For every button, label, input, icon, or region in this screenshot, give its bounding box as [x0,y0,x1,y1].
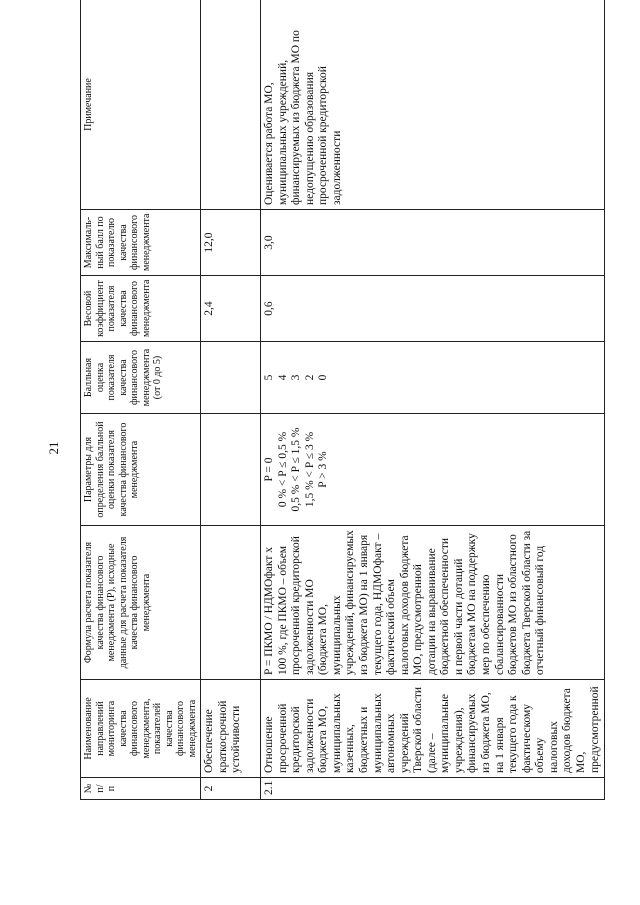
score-value: 4 [276,374,289,381]
score-value: 3 [290,374,303,381]
quality-indicators-table [80,0,605,800]
header-row [81,0,201,800]
param-line: 0,5 % < P ≤ 1,5 % [290,427,303,512]
row2-score [201,342,261,414]
row21-weight: 0,6 [261,276,605,342]
header-note: Примечание [81,0,201,210]
row2-formula [201,526,261,680]
header-max: Максималь-ный балл по показателю качества финансового менеджмента [81,210,201,276]
param-line: 0 % < P ≤ 0,5 % [276,431,289,508]
param-line: P > 3 % [317,451,330,488]
row2-weight: 2,4 [201,276,261,342]
page-number: 21 [46,441,61,455]
table-row-2 [201,0,261,800]
row2-num: 2 [201,778,261,800]
header-params: Параметры для определения балльной оценки показателя качества финансового менеджмента [81,414,201,526]
row21-formula: P = ПКМО / НДМОфакт x 100 %, где ПКМО – объем просроченной кредиторской задолженности МО (бюджета МО, муниципальных учреждений, финансируемых из бюджета МО) на 1 января текущего года, НДМОфакт – фактический объем налоговых доходов бюджета МО, предусмотренной дотации на выравнивание бюджетной обеспеченности и первой части дотаций бюджетам МО на поддержку мер по обеспечению сбалансированности бюджетов МО из областного бюджета Тверской области за отчетный финансовый год [261,526,605,680]
rotated-table-wrapper [80,0,601,800]
row2-direction: Обеспечение краткосрочной устойчивости [201,680,261,778]
row21-direction: Отношение просроченной кредиторской задолженности бюджета МО, муниципальных казенных, бюджетных и муниципальных автономных учреждений Тверской области (далее – муниципальные учреждения), финансируемых из бюджета МО, на 1 января текущего года к фактическому объему налоговых доходов бюджета МО, предусмотренной [261,680,605,778]
header-direction: Наименование направлений мониторинга качества финансового менеджмента, показателей качества финансового менеджмента [81,680,201,778]
header-score: Балльная оценка показателя качества финансового менеджмента (от 0 до 5) [81,342,201,414]
param-line: 1,5 % < P ≤ 3 % [303,431,316,508]
row2-params [201,414,261,526]
row2-note [201,0,261,210]
row21-params [261,414,605,526]
table-row-2-1 [261,0,605,800]
row21-max: 3,0 [261,210,605,276]
row2-max: 12,0 [201,210,261,276]
param-line: P = 0 [263,457,275,482]
header-weight: Весовой коэффициент показателя качества финансового менеджмента [81,276,201,342]
score-value: 0 [317,374,330,381]
row21-scores [261,342,605,414]
row21-num: 2.1 [261,778,605,800]
header-formula: Формула расчета показателя качества финансового менеджмента (P), исходные данные для расчета показателя качества финансового менеджмента [81,526,201,680]
score-value: 2 [303,374,316,381]
header-num: № п/п [81,778,201,800]
row21-note: Оценивается работа МО, муниципальных учреждений, финансируемых из бюджета МО по недопущению образования просроченной кредиторской задолженности [261,0,605,210]
score-value: 5 [263,374,275,381]
